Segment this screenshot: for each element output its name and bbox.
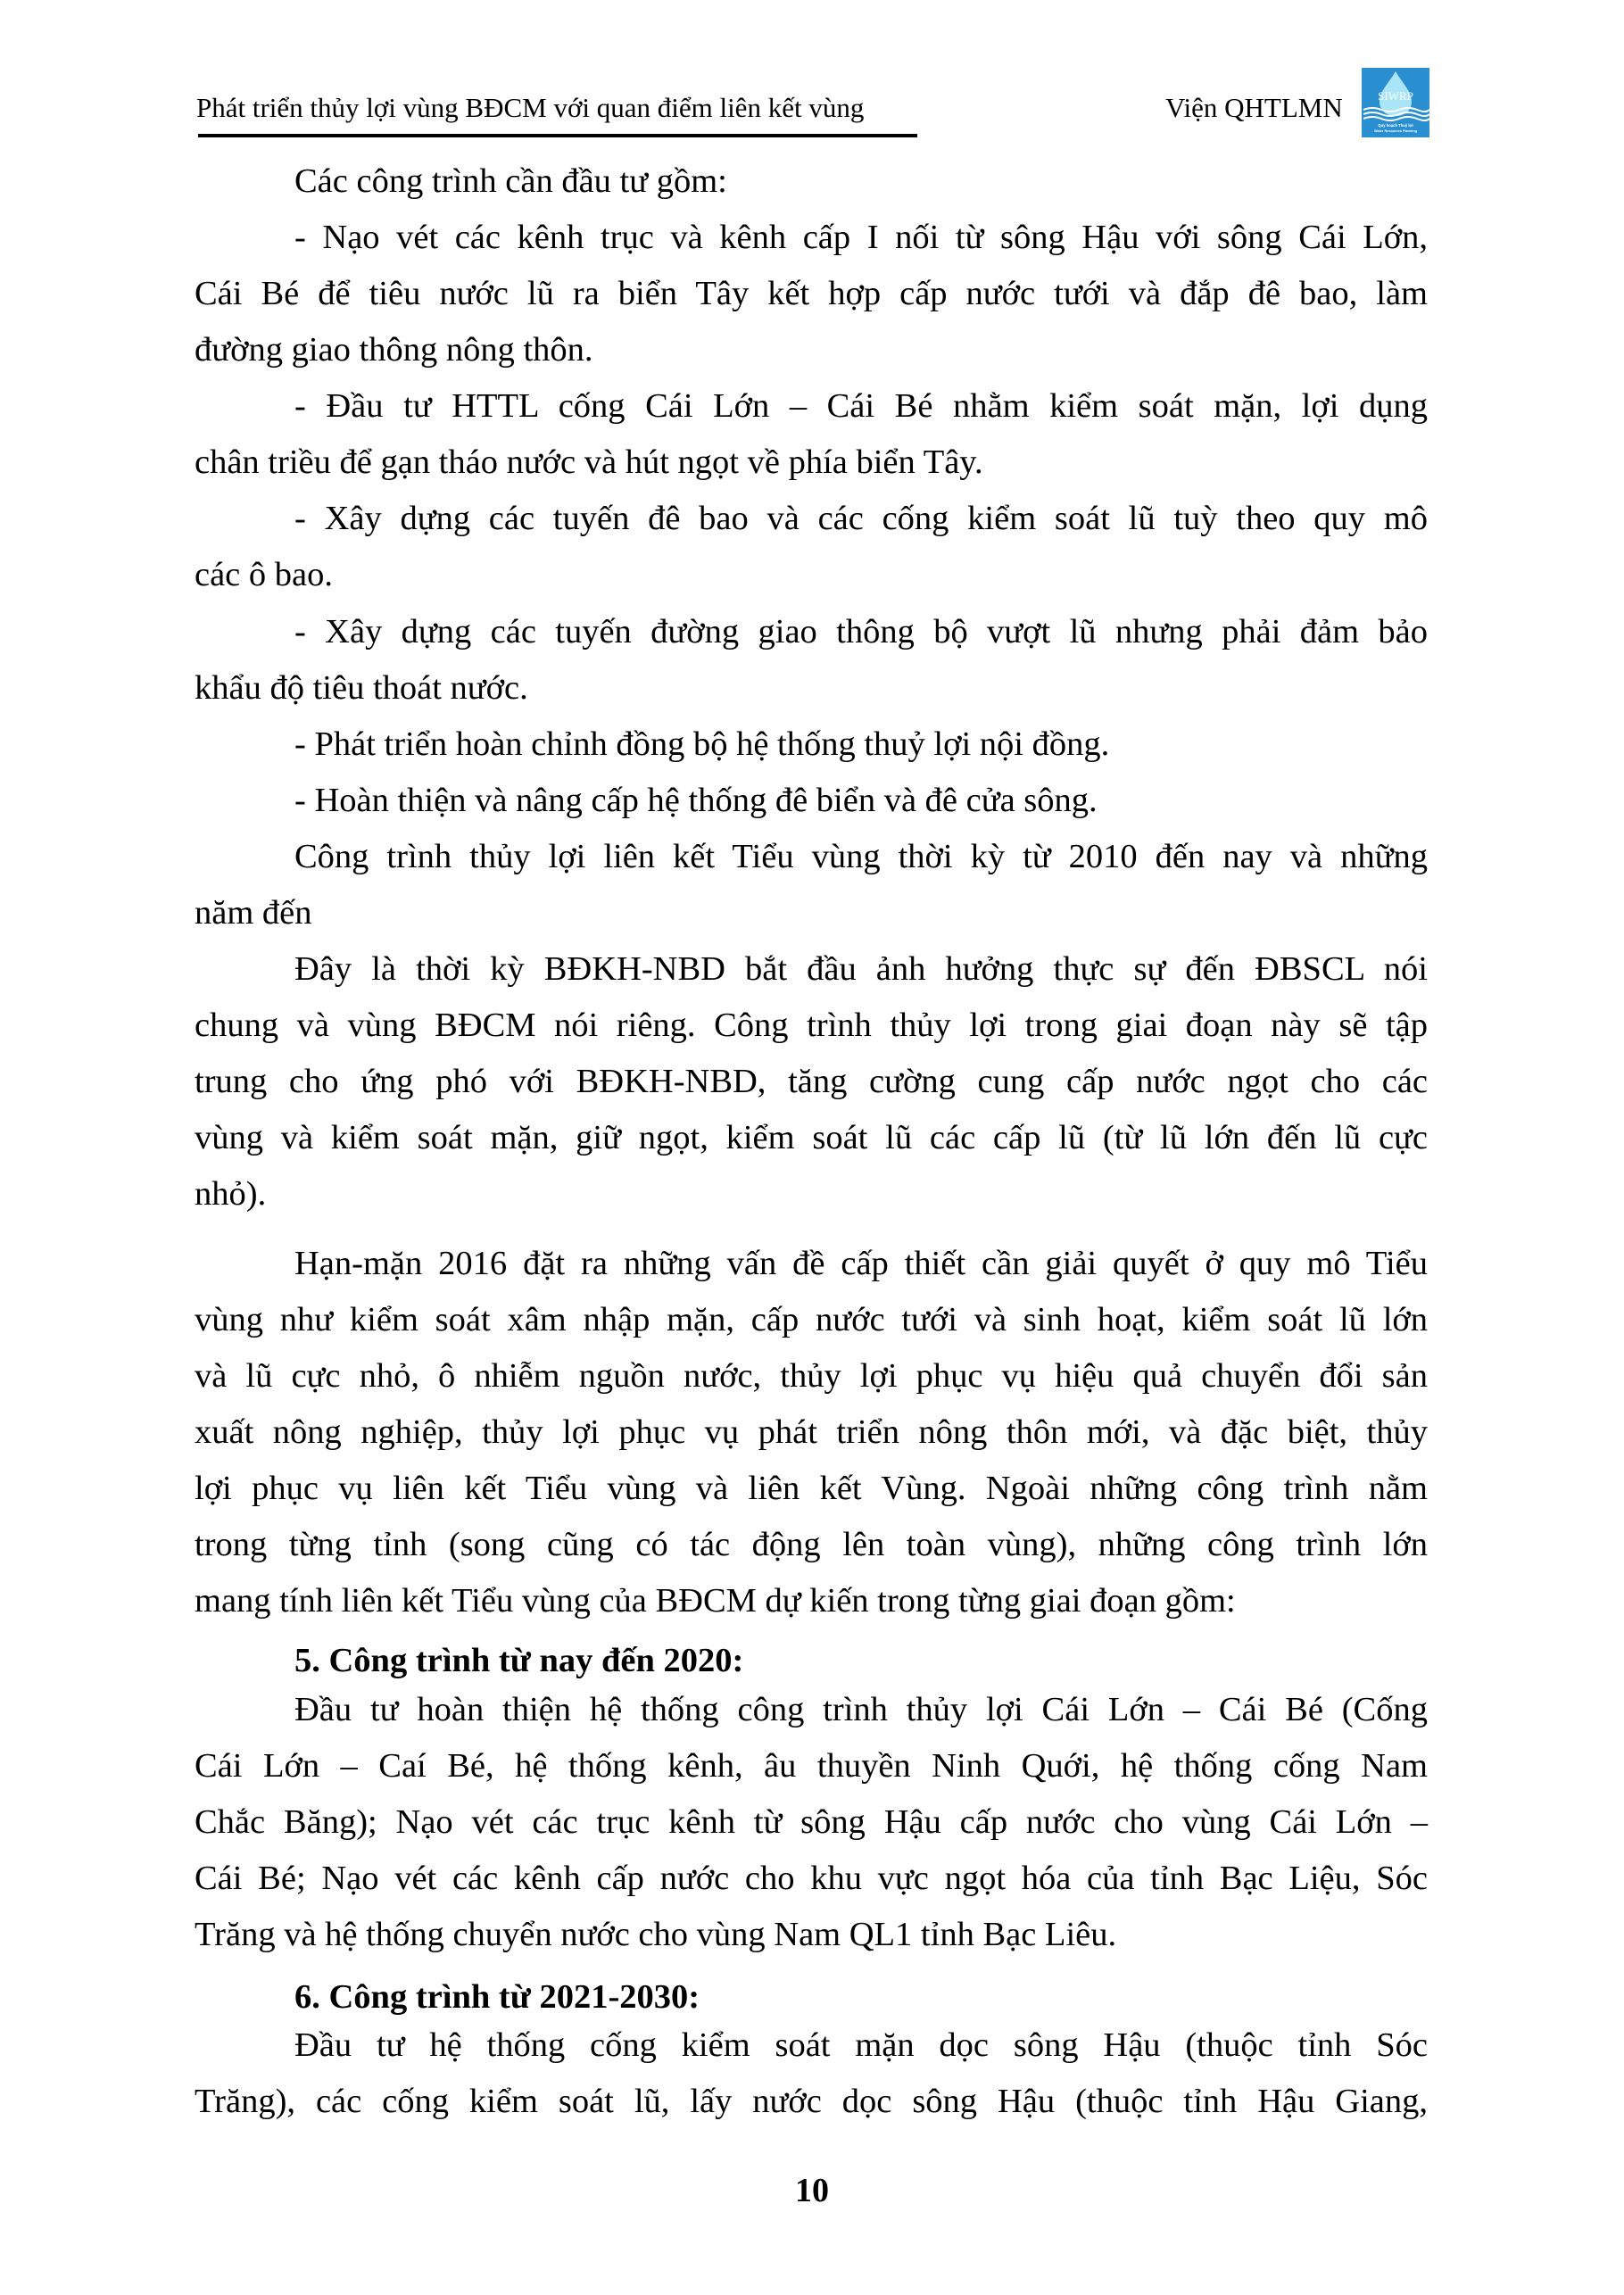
- section-heading-6: 6. Công trình từ 2021-2030:: [294, 1978, 700, 2016]
- body-line: mang tính liên kết Tiểu vùng của BĐCM dự kiến trong từng giai đoạn gồm:: [195, 1582, 1236, 1620]
- body-line: vùng và kiểm soát mặn, giữ ngọt, kiểm soát lũ các cấp lũ (từ lũ lớn đến lũ cực: [195, 1119, 1428, 1156]
- siwrp-logo: [1362, 68, 1429, 137]
- body-line: vùng như kiểm soát xâm nhập mặn, cấp nước tưới và sinh hoạt, kiểm soát lũ lớn: [195, 1301, 1428, 1338]
- body-line: chân triều để gạn tháo nước và hút ngọt về phía biển Tây.: [195, 443, 983, 481]
- body-line: chung và vùng BĐCM nói riêng. Công trình thủy lợi trong giai đoạn này sẽ tập: [195, 1007, 1428, 1044]
- body-line: Cái Lớn – Caí Bé, hệ thống kênh, âu thuyền Ninh Quới, hệ thống cống Nam: [195, 1747, 1428, 1785]
- body-line: Cái Bé; Nạo vét các kênh cấp nước cho khu vực ngọt hóa của tỉnh Bạc Liệu, Sóc: [195, 1860, 1428, 1897]
- body-line: đường giao thông nông thôn.: [195, 331, 593, 369]
- page-number: 10: [795, 2172, 829, 2209]
- body-line: Đây là thời kỳ BĐKH-NBD bắt đầu ảnh hưởng thực sự đến ĐBSCL nói: [294, 950, 1428, 988]
- body-line: Các công trình cần đầu tư gồm:: [294, 162, 727, 200]
- body-line: xuất nông nghiệp, thủy lợi phục vụ phát triển nông thôn mới, và đặc biệt, thủy: [195, 1413, 1428, 1451]
- body-line: Trăng), các cống kiểm soát lũ, lấy nước dọc sông Hậu (thuộc tỉnh Hậu Giang,: [195, 2083, 1428, 2120]
- body-line: - Hoàn thiện và nâng cấp hệ thống đê biển và đê cửa sông.: [294, 782, 1098, 819]
- logo-text: SIWRP: [1378, 89, 1413, 103]
- body-line: - Nạo vét các kênh trục và kênh cấp I nối từ sông Hậu với sông Cái Lớn,: [294, 219, 1428, 256]
- body-line: trong từng tỉnh (song cũng có tác động lên toàn vùng), những công trình lớn: [195, 1526, 1428, 1563]
- body-line: Trăng và hệ thống chuyển nước cho vùng Nam QL1 tỉnh Bạc Liêu.: [195, 1916, 1117, 1953]
- body-line: Chắc Băng); Nạo vét các trục kênh từ sông Hậu cấp nước cho vùng Cái Lớn –: [195, 1803, 1428, 1841]
- body-line: - Xây dựng các tuyến đê bao và các cống kiểm soát lũ tuỳ theo quy mô: [294, 500, 1428, 537]
- body-line: năm đến: [195, 894, 312, 932]
- body-line: khẩu độ tiêu thoát nước.: [195, 669, 528, 707]
- header-title: Phát triển thủy lợi vùng BĐCM với quan điểm liên kết vùng: [196, 92, 865, 123]
- body-line: - Phát triển hoàn chỉnh đồng bộ hệ thống thuỷ lợi nội đồng.: [294, 725, 1110, 763]
- body-line: Đầu tư hoàn thiện hệ thống công trình thủy lợi Cái Lớn – Cái Bé (Cống: [294, 1691, 1428, 1728]
- body-line: trung cho ứng phó với BĐKH-NBD, tăng cường cung cấp nước ngọt cho các: [195, 1063, 1428, 1100]
- body-line: - Đầu tư HTTL cống Cái Lớn – Cái Bé nhằm kiểm soát mặn, lợi dụng: [294, 387, 1428, 425]
- logo-subtitle-vi: Quy hoạch Thuỷ lợi: [1378, 123, 1413, 128]
- body-line: và lũ cực nhỏ, ô nhiễm nguồn nước, thủy lợi phục vụ hiệu quả chuyển đổi sản: [195, 1357, 1428, 1395]
- body-line: Công trình thủy lợi liên kết Tiểu vùng thời kỳ từ 2010 đến nay và những: [294, 838, 1428, 875]
- body-line: lợi phục vụ liên kết Tiểu vùng và liên kết Vùng. Ngoài những công trình nằm: [195, 1470, 1428, 1507]
- body-line: Hạn-mặn 2016 đặt ra những vấn đề cấp thiết cần giải quyết ở quy mô Tiểu: [294, 1245, 1428, 1282]
- section-heading-5: 5. Công trình từ nay đến 2020:: [294, 1642, 744, 1679]
- body-line: nhỏ).: [195, 1175, 267, 1213]
- body-line: - Xây dựng các tuyến đường giao thông bộ vượt lũ nhưng phải đảm bảo: [294, 613, 1428, 650]
- body-line: các ô bao.: [195, 556, 333, 593]
- body-line: Cái Bé để tiêu nước lũ ra biển Tây kết hợp cấp nước tưới và đắp đê bao, làm: [195, 275, 1428, 312]
- logo-subtitle-en: Water Resources Planning: [1374, 129, 1417, 133]
- body-line: Đầu tư hệ thống cống kiểm soát mặn dọc sông Hậu (thuộc tỉnh Sóc: [294, 2026, 1428, 2064]
- header-underline: [198, 134, 917, 137]
- header-institute: Viện QHTLMN: [1165, 92, 1343, 123]
- water-drop-logo-icon: [1362, 68, 1429, 137]
